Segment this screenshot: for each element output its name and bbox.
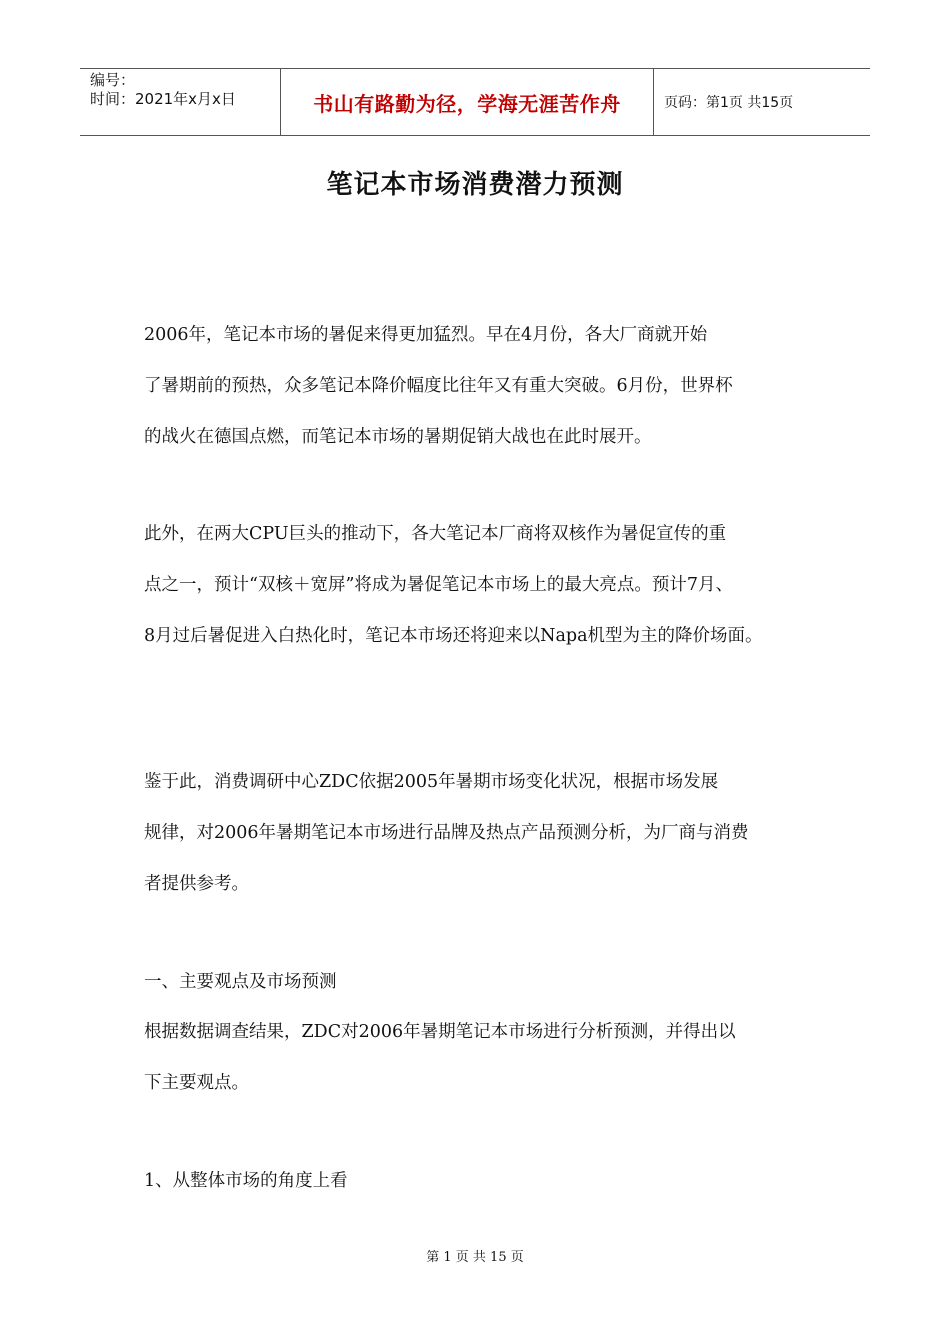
- paragraph-line: 下主要观点。: [144, 1073, 249, 1093]
- section-heading-1: [144, 957, 824, 1008]
- paragraph-line: 者提供参考。: [144, 874, 249, 894]
- paragraph-line: 了暑期前的预热，众多笔记本降价幅度比往年又有重大突破。6月份，世界杯: [144, 376, 733, 396]
- page-footer: 第 1 页 共 15 页: [426, 1250, 524, 1265]
- document-title: 笔记本市场消费潜力预测: [326, 170, 624, 200]
- header-page-info: 页码：第1页 共15页: [664, 95, 794, 111]
- paragraph-line: 8月过后暑促进入白热化时，笔记本市场还将迎来以Napa机型为主的降价场面。: [144, 626, 763, 646]
- paragraph-1: [144, 310, 824, 463]
- paragraph-line: 此外，在两大CPU巨头的推动下，各大笔记本厂商将双核作为暑促宣传的重: [144, 524, 727, 544]
- paragraph-line: 的战火在德国点燃，而笔记本市场的暑期促销大战也在此时展开。: [144, 427, 652, 447]
- paragraph-line: 一、主要观点及市场预测: [144, 972, 337, 992]
- document-header: [80, 68, 870, 136]
- header-motto: 书山有路勤为径，学海无涯苦作舟: [281, 69, 654, 135]
- header-time-label: 时间：2021年x月x日: [90, 90, 236, 108]
- paragraph-4: [144, 1007, 824, 1109]
- paragraph-line: 鉴于此，消费调研中心ZDC依据2005年暑期市场变化状况，根据市场发展: [144, 772, 719, 792]
- paragraph-2: [144, 509, 824, 662]
- paragraph-line: 根据数据调查结果，ZDC对2006年暑期笔记本市场进行分析预测，并得出以: [144, 1022, 736, 1042]
- paragraph-line: 点之一，预计“双核＋宽屏”将成为暑促笔记本市场上的最大亮点。预计7月、: [144, 575, 734, 595]
- header-number-label: 编号：: [90, 71, 136, 89]
- paragraph-line: 1、从整体市场的角度上看: [144, 1171, 348, 1191]
- header-meta: [80, 69, 281, 135]
- paragraph-line: 规律，对2006年暑期笔记本市场进行品牌及热点产品预测分析，为厂商与消费: [144, 823, 749, 843]
- paragraph-3: [144, 757, 824, 910]
- paragraph-line: 2006年，笔记本市场的暑促来得更加猛烈。早在4月份，各大厂商就开始: [144, 325, 708, 345]
- subsection-heading-1: [144, 1156, 824, 1207]
